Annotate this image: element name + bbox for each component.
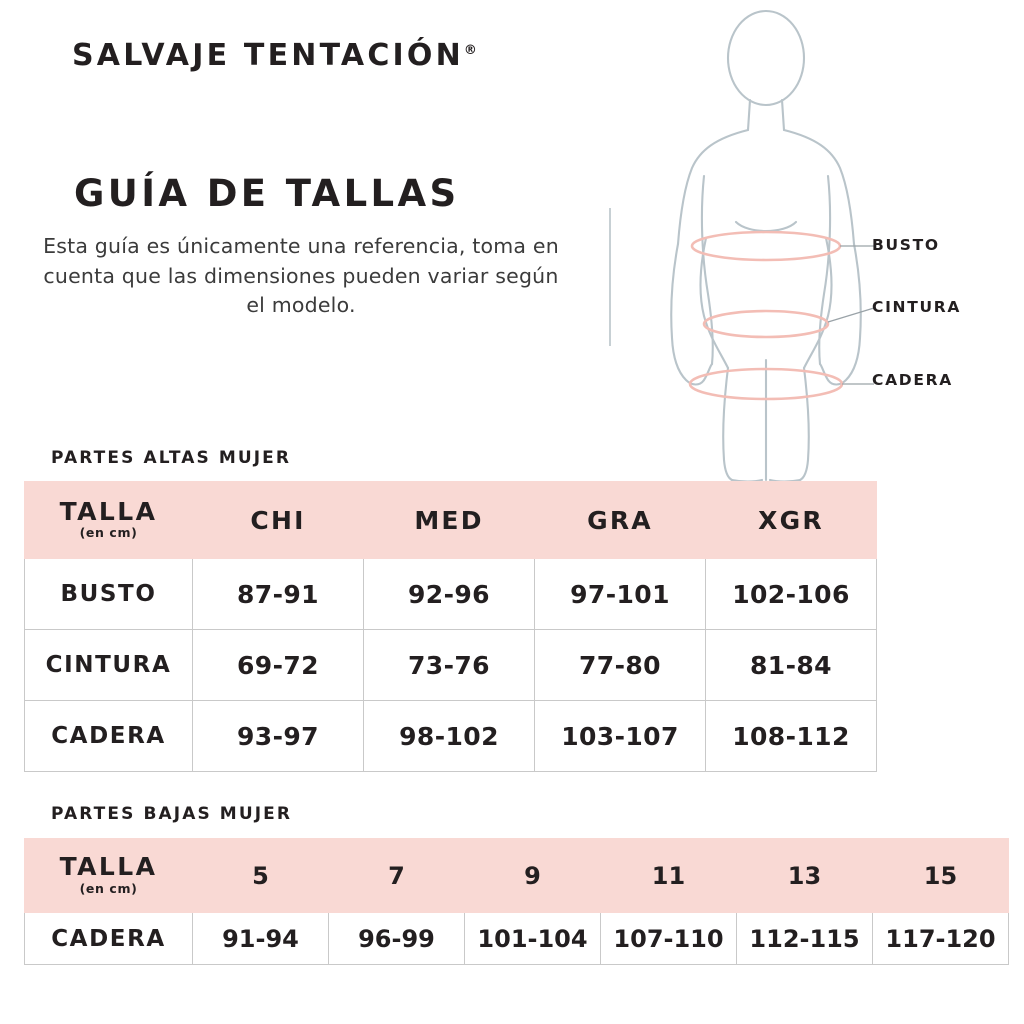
cell-cadera-med: 98-102 [364,701,535,772]
column-header-7: 7 [329,839,465,913]
cell-cintura-med: 73-76 [364,630,535,701]
page-title: GUÍA DE TALLAS [74,172,460,215]
section-caption-upper: PARTES ALTAS MUJER [51,448,292,468]
cell-cadera-5: 91-94 [193,913,329,965]
column-header-9: 9 [465,839,601,913]
table-row [25,701,877,772]
cell-cadera-chi: 93-97 [193,701,364,772]
cell-cadera-13: 112-115 [737,913,873,965]
cell-cintura-chi: 69-72 [193,630,364,701]
table-corner-cell [25,839,193,913]
table-row [25,630,877,701]
column-header-15: 15 [873,839,1009,913]
cell-busto-med: 92-96 [364,559,535,630]
figure-label-busto: BUSTO [872,236,940,254]
table-partes-altas [24,481,877,772]
column-header-med: MED [364,482,535,559]
table-header-row [25,482,877,559]
corner-label-sub: (en cm) [79,880,138,896]
cell-cadera-xgr: 108-112 [706,701,877,772]
row-label-cintura: CINTURA [25,630,193,701]
corner-label-main: TALLA [59,496,158,526]
body-measurement-figure [596,8,1016,488]
table-row [25,559,877,630]
brand-logo [72,38,477,73]
cell-busto-gra: 97-101 [535,559,706,630]
row-label-cadera: CADERA [25,913,193,965]
table-row [25,913,1009,965]
corner-label-main: TALLA [59,852,158,882]
figure-label-cadera: CADERA [872,371,953,389]
registered-trademark-icon: ® [463,43,477,58]
table-partes-bajas [24,838,1009,965]
figure-label-cintura: CINTURA [872,298,962,316]
cell-cadera-gra: 103-107 [535,701,706,772]
cell-cadera-11: 107-110 [601,913,737,965]
row-label-busto: BUSTO [25,559,193,630]
column-header-chi: CHI [193,482,364,559]
corner-label-sub: (en cm) [79,525,138,540]
cell-cadera-15: 117-120 [873,913,1009,965]
table-corner-cell [25,482,193,559]
cell-cintura-gra: 77-80 [535,630,706,701]
column-header-11: 11 [601,839,737,913]
table-header-row [25,839,1009,913]
cell-busto-xgr: 102-106 [706,559,877,630]
column-header-5: 5 [193,839,329,913]
section-caption-lower: PARTES BAJAS MUJER [51,804,293,824]
page-subtitle: Esta guía es únicamente una referencia, toma en cuenta que las dimensiones pueden variar según el modelo. [43,234,559,318]
cell-busto-chi: 87-91 [193,559,364,630]
row-label-cadera: CADERA [25,701,193,772]
column-header-13: 13 [737,839,873,913]
cell-cintura-xgr: 81-84 [706,630,877,701]
cell-cadera-9: 101-104 [465,913,601,965]
brand-name: SALVAJE TENTACIÓN [72,38,464,73]
cell-cadera-7: 96-99 [329,913,465,965]
column-header-gra: GRA [535,482,706,559]
column-header-xgr: XGR [706,482,877,559]
